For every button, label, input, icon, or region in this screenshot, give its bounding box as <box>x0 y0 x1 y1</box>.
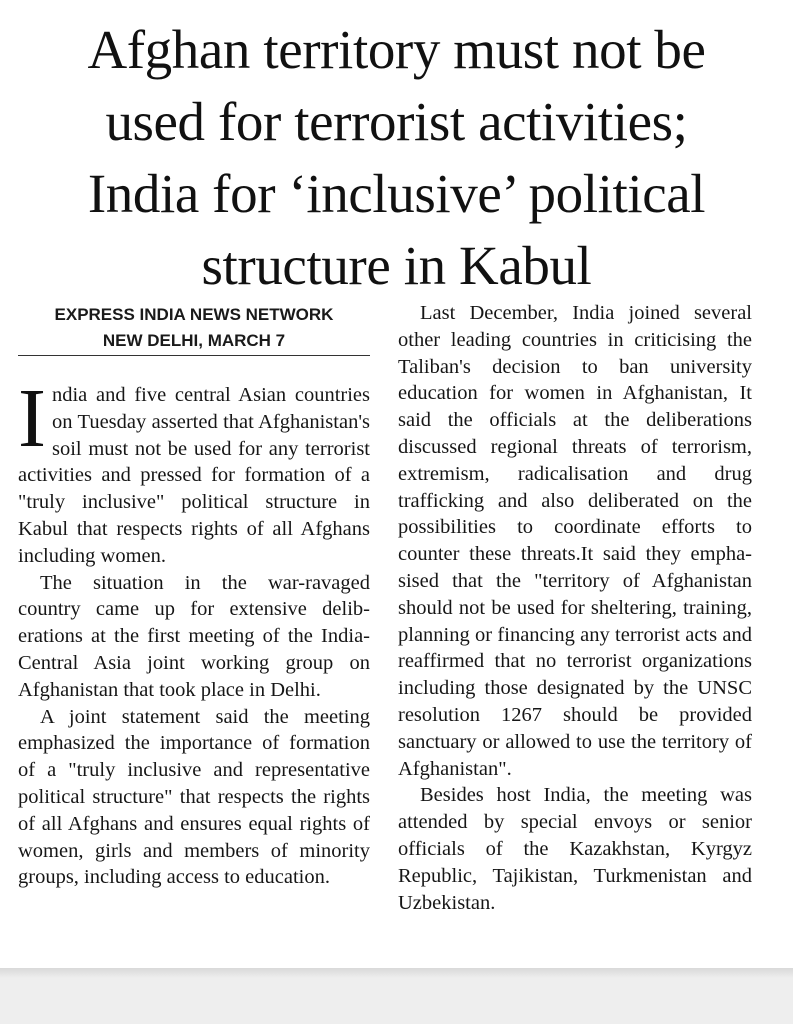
byline-dateline: NEW DELHI, MARCH 7 <box>102 331 286 350</box>
headline-line-3: India for ‘inclusive’ political <box>87 163 706 224</box>
article-paragraph-5: Besides host India, the meeting was attended by special envoys or senior officials of the Kazakhstan, Kyrgyz Republic, Tajikistan, Turkmenistan and Uzbekistan. <box>398 784 752 914</box>
article-column-right <box>398 300 752 916</box>
page-edge-shadow <box>0 968 793 978</box>
headline <box>10 14 783 302</box>
article-paragraph-1-text: ndia and five central Asian countries on Tuesday asserted that Afghanistan's soil must not be used for any terrorist activities and pressed for formation of a "truly inclusive" political structure in Kabul that respects rights of all Afghans including women. <box>18 384 370 567</box>
article-paragraph-1 <box>18 372 370 570</box>
article-paragraph-3: A joint statement said the meeting emphasized the importance of formation of a "truly inclusive and representative political structure" that respects the rights of all Afghans and ensures equal rights of women, girls and members of minority groups, including access to education. <box>18 705 370 889</box>
drop-cap: I <box>18 372 46 465</box>
article-paragraph-4: Last December, India joined several other leading countries in criticising the Taliban's decision to ban university education for women in Afghanistan, It said the officials at the deliberations discussed regional threats of terrorism, extremism, radicalisation and drug trafficking and also deliberated on the possibilities to coordinate efforts to counter these threats.It said they emphasised that the "territory of Afghanistan should not be used for sheltering, training, planning or financing any terrorist acts and reaffirmed that no terrorist organizations including those designated by the UNSC resolution 1267 should be provided sanctuary or allowed to use the territory of Afghanistan". <box>398 302 752 780</box>
headline-line-1: Afghan territory must not be <box>87 19 706 80</box>
byline <box>18 302 370 354</box>
headline-line-2: used for terrorist activities; <box>105 91 688 152</box>
byline-divider <box>18 355 370 356</box>
byline-agency: EXPRESS INDIA NEWS NETWORK <box>54 305 334 324</box>
headline-line-4: structure in Kabul <box>201 235 592 296</box>
article-paragraph-2: The situation in the war-ravaged country came up for extensive deliberations at the first meeting of the India-Central Asia joint working group on Afghanistan that took place in Delhi. <box>18 571 370 701</box>
article-column-left <box>18 372 370 891</box>
